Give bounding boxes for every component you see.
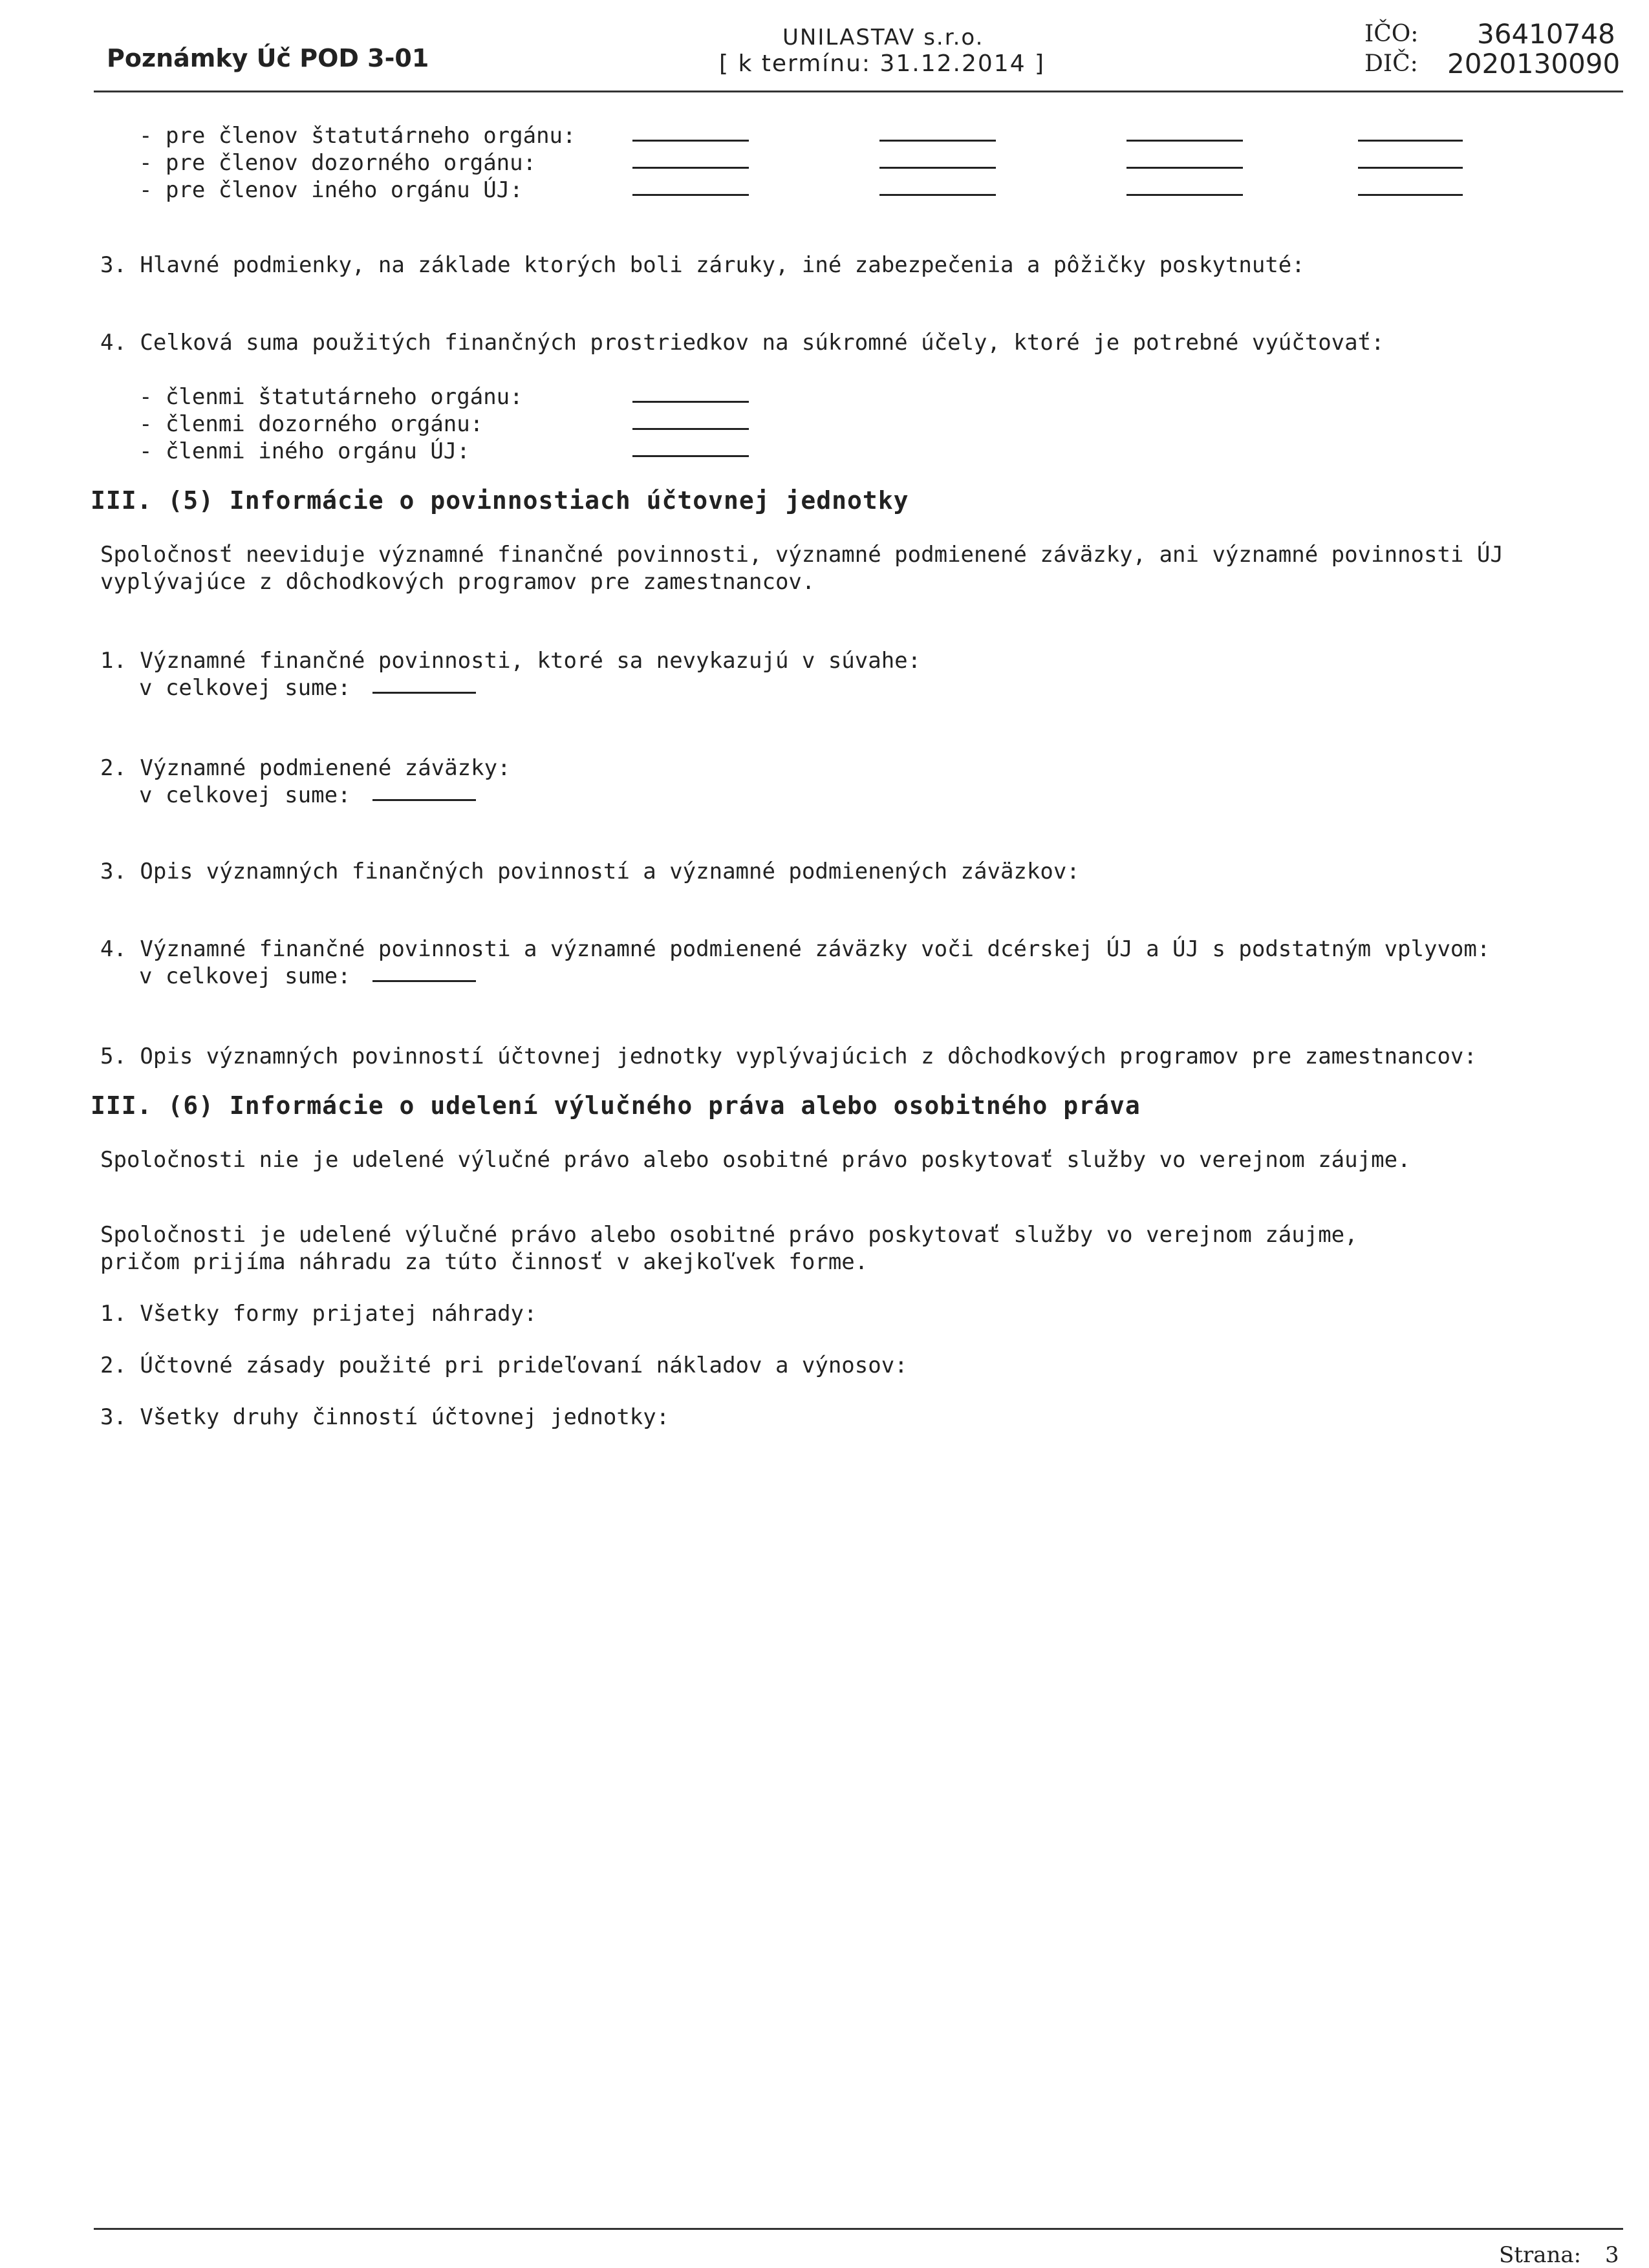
item4-row-statutory: - členmi štatutárneho orgánu: bbox=[139, 384, 523, 410]
sum-label: v celkovej sume: bbox=[139, 675, 351, 701]
item4-row-supervisory: - členmi dozorného orgánu: bbox=[139, 411, 484, 437]
blank-line bbox=[632, 167, 749, 169]
section-5-intro-line1: Spoločnosť neeviduje významné finančné povinnosti, významné podmienené záväzky, ani významné povinnosti ÚJ bbox=[100, 542, 1503, 568]
sum-label: v celkovej sume: bbox=[139, 782, 351, 808]
section-5-item-5: 5. Opis významných povinností účtovnej jednotky vyplývajúcich z dôchodkových programov pre zamestnancov: bbox=[100, 1043, 1477, 1069]
blank-line bbox=[632, 428, 749, 430]
sum-label: v celkovej sume: bbox=[139, 963, 351, 989]
blank-line bbox=[372, 692, 476, 694]
blank-line bbox=[879, 194, 996, 196]
footer-rule bbox=[94, 2228, 1623, 2230]
section-5-item-4: 4. Významné finančné povinnosti a významné podmienené záväzky voči dcérskej ÚJ a ÚJ s podstatným vplyvom: bbox=[100, 936, 1491, 962]
section-6-para1: Spoločnosti nie je udelené výlučné právo alebo osobitné právo poskytovať služby vo verejnom záujme. bbox=[100, 1147, 1411, 1173]
dic-value: 2020130090 bbox=[1447, 48, 1621, 80]
blank-line bbox=[1358, 194, 1463, 196]
section-6-item-2: 2. Účtovné zásady použité pri prideľovaní nákladov a výnosov: bbox=[100, 1353, 908, 1378]
top-row-other: - pre členov iného orgánu ÚJ: bbox=[139, 177, 523, 203]
section-5-intro-line2: vyplývajúce z dôchodkových programov pre zamestnancov. bbox=[100, 569, 815, 595]
section-5-item-1: 1. Významné finančné povinnosti, ktoré sa nevykazujú v súvahe: bbox=[100, 648, 921, 674]
blank-line bbox=[1126, 167, 1243, 169]
blank-line bbox=[879, 140, 996, 142]
blank-line bbox=[1358, 167, 1463, 169]
blank-line bbox=[632, 455, 749, 457]
blank-line bbox=[372, 799, 476, 801]
ico-value: 36410748 bbox=[1477, 18, 1615, 50]
section-5-item-2: 2. Významné podmienené záväzky: bbox=[100, 755, 511, 781]
blank-line bbox=[879, 167, 996, 169]
section-5-item-3: 3. Opis významných finančných povinností a významné podmienených záväzkov: bbox=[100, 859, 1080, 884]
blank-line bbox=[1126, 194, 1243, 196]
item-4-private-use: 4. Celková suma použitých finančných prostriedkov na súkromné účely, ktoré je potrebné vyúčtovať: bbox=[100, 330, 1385, 356]
page-label: Strana: bbox=[1499, 2242, 1582, 2268]
blank-line bbox=[632, 194, 749, 196]
blank-line bbox=[1358, 140, 1463, 142]
company-name: UNILASTAV s.r.o. bbox=[782, 25, 984, 50]
blank-line bbox=[1126, 140, 1243, 142]
section-5-title: III. (5) Informácie o povinnostiach účtovnej jednotky bbox=[91, 486, 909, 515]
item-3-conditions: 3. Hlavné podmienky, na základe ktorých boli záruky, iné zabezpečenia a pôžičky poskytnuté: bbox=[100, 252, 1305, 278]
section-6-title: III. (6) Informácie o udelení výlučného práva alebo osobitného práva bbox=[91, 1091, 1141, 1120]
reporting-period: [ k termínu: 31.12.2014 ] bbox=[719, 50, 1046, 77]
item4-row-other: - členmi iného orgánu ÚJ: bbox=[139, 438, 470, 464]
ico-label: IČO: bbox=[1364, 21, 1419, 47]
section-6-para2-line1: Spoločnosti je udelené výlučné právo alebo osobitné právo poskytovať služby vo verejnom záujme, bbox=[100, 1222, 1358, 1248]
document-code: Poznámky Úč POD 3-01 bbox=[107, 44, 429, 72]
blank-line bbox=[632, 401, 749, 403]
section-6-item-3: 3. Všetky druhy činností účtovnej jednotky: bbox=[100, 1404, 670, 1430]
dic-label: DIČ: bbox=[1364, 50, 1418, 77]
section-6-para2-line2: pričom prijíma náhradu za túto činnosť v akejkoľvek forme. bbox=[100, 1249, 868, 1275]
top-row-statutory: - pre členov štatutárneho orgánu: bbox=[139, 123, 576, 149]
blank-line bbox=[632, 140, 749, 142]
top-row-supervisory: - pre členov dozorného orgánu: bbox=[139, 150, 537, 176]
section-6-item-1: 1. Všetky formy prijatej náhrady: bbox=[100, 1301, 537, 1327]
blank-line bbox=[372, 980, 476, 982]
header-rule bbox=[94, 91, 1623, 92]
page-number: 3 bbox=[1605, 2242, 1619, 2268]
